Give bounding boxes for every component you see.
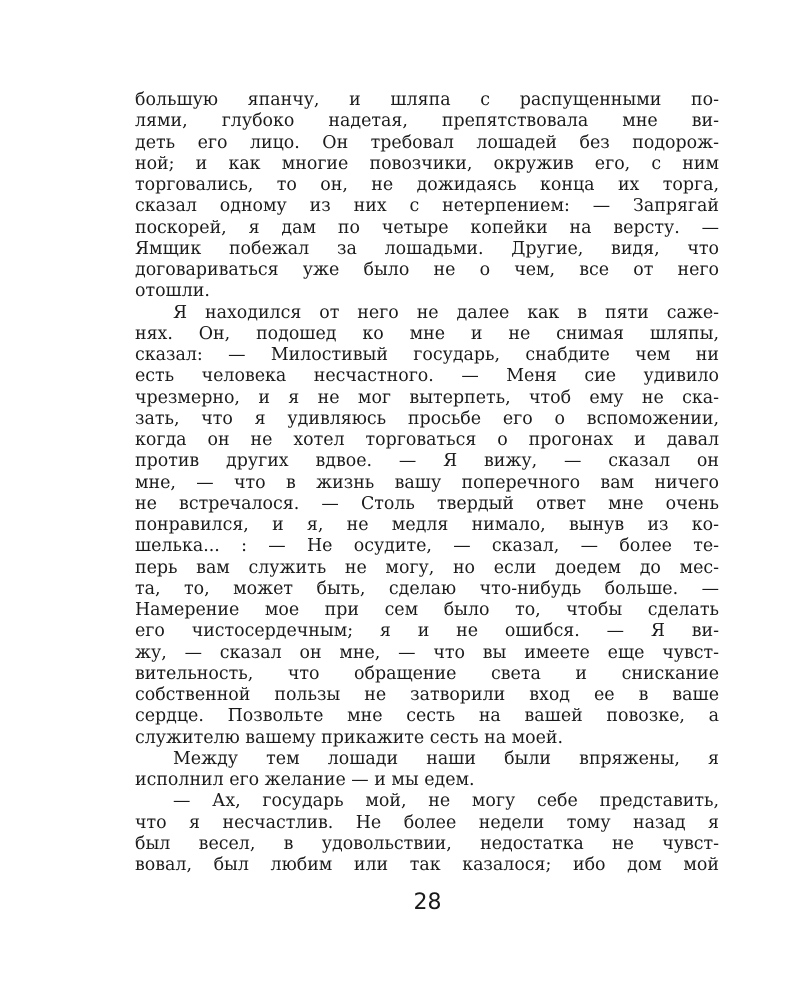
text-line: есть человека несчастного. — Меня сие удивило [135,366,719,387]
text-line: что я несчастлив. Не более недели тому назад я [135,812,719,833]
page-text [135,90,719,876]
text-line: служителю вашему прикажите сесть на моей. [135,727,564,748]
text-line: понравился, и я, не медля нимало, вынув из ко- [135,515,719,535]
text-line: жу, — сказал он мне, — что вы имеете еще чувст- [135,642,719,663]
text-line: — Ах, государь мой, не могу себе представить, [173,791,719,812]
text-line: та, то, может быть, сделаю что-нибудь больше. — [135,578,719,599]
text-line: вовал, был любим или так казалося; ибо дом мой [135,855,719,875]
text-line: договариваться уже было не о чем, все от него [135,260,719,280]
text-line: отошли. [135,281,210,302]
text-line: перь вам служить не могу, но если доедем до мес- [135,557,719,578]
text-line: нях. Он, подошед ко мне и не снимая шляпы, [135,323,719,344]
text-line: большую япанчу, и шляпа с распущенными по- [135,90,719,110]
text-line: Ямщик побежал за лошадьми. Другие, видя, что [135,238,719,259]
text-line: чрезмерно, и я не мог вытерпеть, чтоб ему не ска- [135,387,719,408]
text-line: сказал: — Милостивый государь, снабдите чем ни [135,345,719,365]
page-number: 28 [413,890,442,915]
text-line: исполнил его желание — и мы едем. [135,770,475,790]
text-line: Намерение мое при сем было то, чтобы сделать [135,600,719,620]
text-line: ной; и как многие повозчики, окружив его, с ним [135,153,719,174]
text-line: Между тем лошади наши были впряжены, я [173,748,719,769]
text-line: лями, глубоко надетая, препятствовала мне ви- [135,111,719,132]
text-line: шелька... : — Не осудите, — сказал, — более те- [135,536,719,557]
text-line: сказал одному из них с нетерпением: — Запрягай [135,196,719,217]
text-line: мне, — что в жизнь вашу поперечного вам ничего [135,472,719,493]
text-line: Я находился от него не далее как в пяти саже- [173,302,719,323]
text-line: торговались, то он, не дожидаясь конца их торга, [135,175,719,195]
text-line: деть его лицо. Он требовал лошадей без подорож- [135,132,719,153]
text-line: когда он не хотел торговаться о прогонах и давал [135,430,719,450]
text-line: сердце. Позвольте мне сесть на вашей повозке, а [135,706,719,727]
text-line: вительность, что обращение света и снискание [135,663,719,684]
text-line: его чистосердечным; я и не ошибся. — Я ви- [135,621,719,642]
text-line: не встречалося. — Столь твердый ответ мне очень [135,493,719,514]
text-line: собственной пользы не затворили вход ее в ваше [135,685,719,705]
text-line: поскорей, я дам по четыре копейки на версту. — [135,217,719,238]
text-line: был весел, в удовольствии, недостатка не чувст- [135,833,719,854]
text-line: зать, что я удивляюсь просьбе его о вспоможении, [135,408,719,429]
text-line: против других вдвое. — Я вижу, — сказал он [135,451,719,472]
